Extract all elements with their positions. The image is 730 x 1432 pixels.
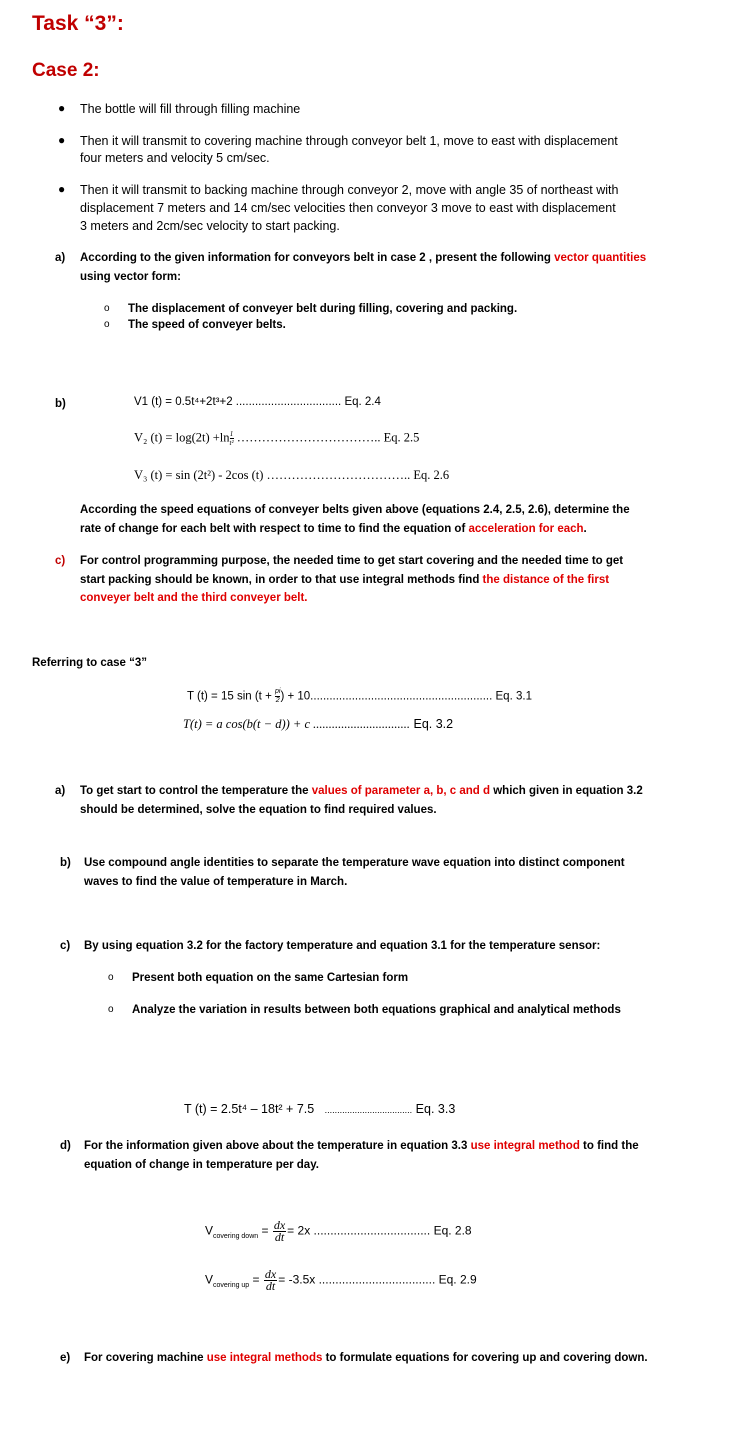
case3-c-label: c) (60, 940, 71, 952)
page-title: Task “3”: (32, 12, 124, 35)
case3-c-sub1: Present both equation on the same Cartesian form (132, 972, 409, 984)
part-c-line2: start packing should be known, in order to that use integral methods find the distance of the first (80, 574, 610, 586)
sub-bullet-icon: o (108, 972, 114, 983)
eq-3-2: T(t) = a cos(b(t − d)) + c ............................... Eq. 3.2 (183, 717, 454, 731)
bullet-icon: ● (58, 101, 66, 115)
sub-bullet-icon: o (108, 1004, 114, 1015)
case3-d-line2: equation of change in temperature per day. (84, 1159, 319, 1171)
part-a-line2: using vector form: (80, 271, 181, 283)
bullet-text: Then it will transmit to backing machine through conveyor 2, move with angle 35 of northeast with (80, 183, 619, 197)
part-c-line1: For control programming purpose, the needed time to get start covering and the needed time to get (80, 555, 624, 567)
bullet-text: Then it will transmit to covering machine through conveyor belt 1, move to east with displacement (80, 134, 618, 148)
part-c-label: c) (55, 555, 66, 567)
part-a-sub1: The displacement of conveyer belt during filling, covering and packing. (128, 303, 518, 315)
part-b-label: b) (55, 398, 66, 410)
part-c-line3: conveyer belt and the third conveyer belt. (80, 592, 308, 604)
case3-b-line2: waves to find the value of temperature in March. (84, 876, 348, 888)
case-title: Case 2: (32, 60, 100, 81)
bullet-text: The bottle will fill through filling machine (80, 102, 301, 116)
bullet-icon: ● (58, 182, 66, 196)
eq-2-5: V₂ (t) = log(2t) +ln $\frac{1}{\text{t²}}$ …………………………….. Eq. 2.5 (134, 430, 420, 447)
case3-e-label: e) (60, 1352, 71, 1364)
part-a-line1: According to the given information for conveyors belt in case 2 , present the following vector quantities (80, 252, 647, 264)
case3-b-label: b) (60, 857, 71, 869)
case3-b-line1: Use compound angle identities to separate the temperature wave equation into distinct component (84, 857, 625, 869)
part-a-sub2: The speed of conveyer belts. (128, 319, 286, 331)
case3-a-line1: To get start to control the temperature the values of parameter a, b, c and d which given in equation 3.2 (80, 785, 643, 797)
eq-2-8: $V_{covering down}$ = $\frac{dx}{dt}$ = 2x ................................... Eq. 2.8 (205, 1218, 472, 1244)
part-b-line1: According the speed equations of conveyer belts given above (equations 2.4, 2.5, 2.6), determine the (80, 504, 630, 516)
eq-2-6: V₃ (t) = sin (2t²) - 2cos (t) …………………………….. Eq. 2.6 (134, 468, 450, 482)
case3-heading: Referring to case “3” (32, 657, 148, 669)
eq-3-1: T (t) = 15 sin (t + $\frac{pi}{2}) + 10$......................................................... Eq. 3.1 (187, 688, 532, 704)
case3-c-sub2: Analyze the variation in results between both equations graphical and analytical methods (132, 1004, 621, 1016)
bullet-text: four meters and velocity 5 cm/sec. (80, 151, 270, 165)
case3-a-label: a) (55, 785, 66, 797)
part-a-label: a) (55, 252, 66, 264)
bullet-text: 3 meters and 2cm/sec velocity to start packing. (80, 219, 340, 233)
case3-a-line2: should be determined, solve the equation to find required values. (80, 804, 437, 816)
bullet-icon: ● (58, 133, 66, 147)
case3-c-line1: By using equation 3.2 for the factory temperature and equation 3.1 for the temperature sensor: (84, 940, 601, 952)
sub-bullet-icon: o (104, 303, 110, 314)
eq-3-3: T (t) = 2.5t⁴ – 18t² + 7.5 ................................... Eq. 3.3 (184, 1102, 456, 1116)
case3-e-line: For covering machine use integral methods to formulate equations for covering up and covering down. (84, 1352, 648, 1364)
sub-bullet-icon: o (104, 319, 110, 330)
eq-2-4: V1 (t) = 0.5t⁴+2t³+2 ................................. Eq. 2.4 (134, 396, 381, 408)
eq-2-9: $V_{covering up}$ = $\frac{dx}{dt}$ = -3.5x ................................... Eq. 2.9 (205, 1267, 477, 1293)
case3-d-label: d) (60, 1140, 71, 1152)
part-b-line2: rate of change for each belt with respect to time to find the equation of acceleration for each. (80, 523, 587, 535)
case3-d-line1: For the information given above about the temperature in equation 3.3 use integral method to find the (84, 1140, 639, 1152)
bullet-text: displacement 7 meters and 14 cm/sec velocities then conveyor 3 move to east with displacement (80, 201, 616, 215)
